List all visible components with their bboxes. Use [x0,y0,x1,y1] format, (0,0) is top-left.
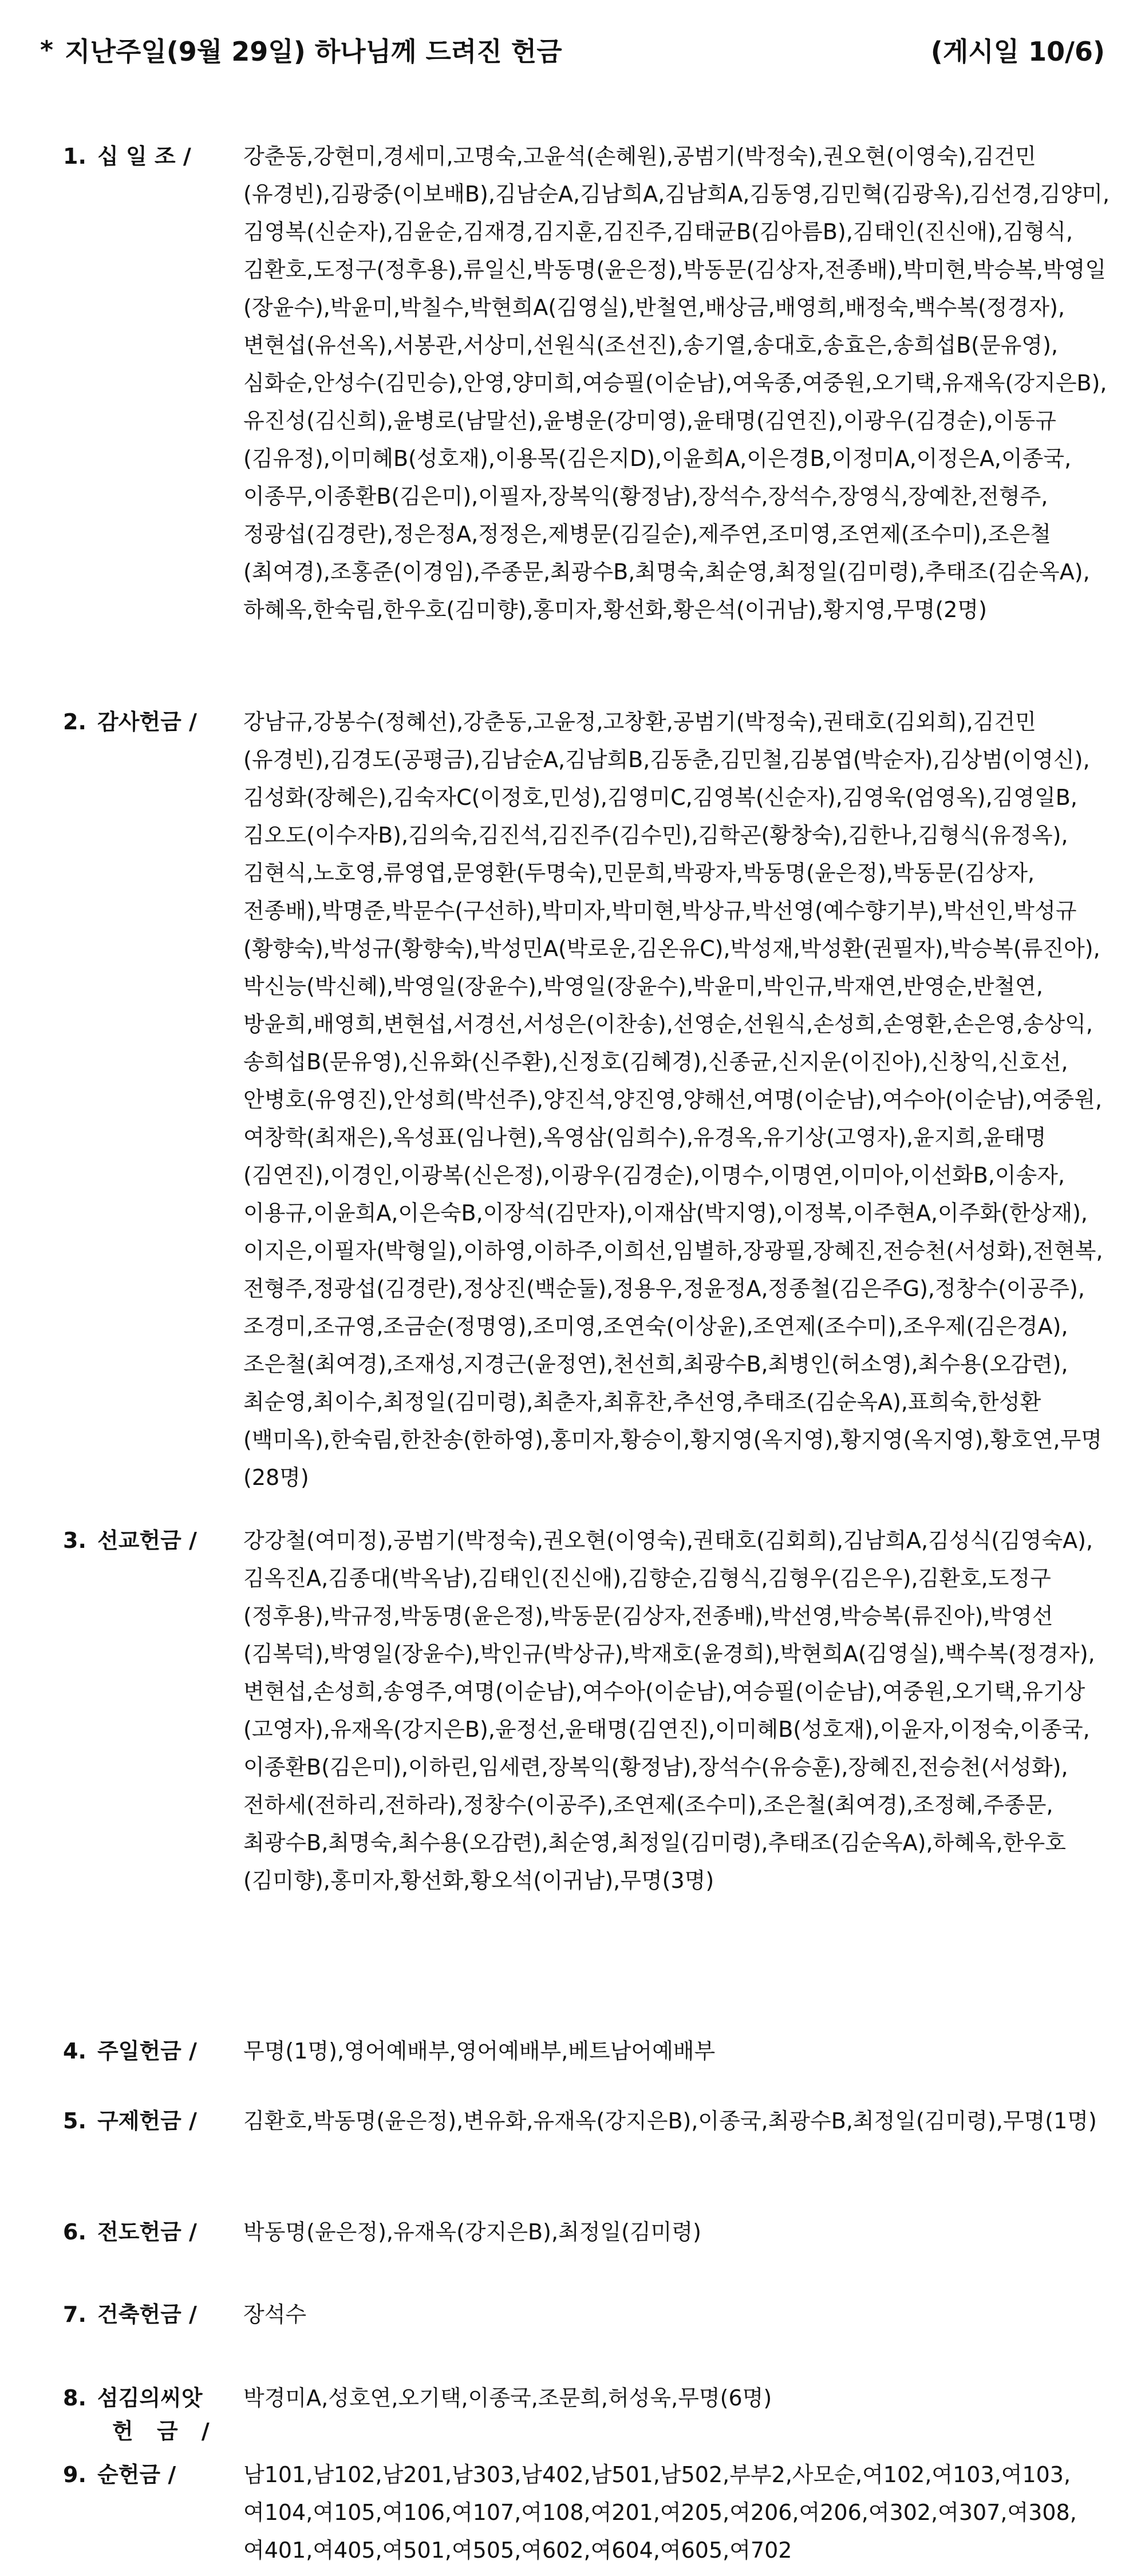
section-number: 8. [63,2385,86,2411]
section-group-offering [63,2456,1111,2569]
section-title: 순헌금 / [97,2462,176,2487]
section-label [63,703,243,1496]
section-serving-seed [63,2381,1111,2448]
section-evangelism [63,2213,1111,2251]
section-sunday [63,2032,1111,2070]
donor-list: 박동명(윤은정),유재옥(강지은B),최정일(김미령) [243,2219,701,2245]
section-title: 주일헌금 / [97,2038,197,2064]
section-title: 십 일 조 / [97,144,191,169]
section-tithe [63,137,1111,629]
section-title: 구제헌금 / [97,2108,197,2134]
section-number: 9. [63,2462,86,2487]
header-left [40,31,562,69]
donor-list: 장석수 [243,2302,307,2327]
section-title: 선교헌금 / [97,1528,197,1553]
donor-list: 박경미A,성호연,오기택,이종국,조문희,허성욱,무명(6명) [243,2385,772,2411]
section-building [63,2296,1111,2333]
section-number: 1. [63,144,86,169]
section-number: 5. [63,2108,86,2134]
document-header [40,30,1105,70]
section-number: 4. [63,2038,86,2064]
section-title: 섬김의씨앗 [97,2385,203,2411]
section-label [63,1522,243,1899]
section-label [63,2456,243,2569]
donor-list: 무명(1명),영어예배부,영어예배부,베트남어예배부 [243,2038,716,2064]
section-label [63,137,243,629]
section-number: 2. [63,709,86,734]
donor-list: 강남규,강봉수(정혜선),강춘동,고윤정,고창환,공범기(박정숙),권태호(김외희),김건민(유경빈),김경도(공평금),김남순A,김남희B,김동춘,김민철,김봉엽(박순자),김상범(이영신),김성화(장혜은),김숙자C(이정호,민성),김영미C,김영복(신순자),김영욱(엄영옥),김영일B,김오도(이수자B),김의숙,김진석,김진주(김수민),김학곤(황창숙),김한나,김형식(유정옥),김현식,노호영,류영엽,문영환(두명숙),민문희,박광자,박동명(윤은정),박동문(김상자,전종배),박명준,박문수(구선하),박미자,박미현,박상규,박선영(예수향기부),박선인,박성규(황향숙),박성규(황향숙),박성민A(박로운,김온유C),박성재,박성환(권필자),박승복(류진아),박신능(박신혜),박영일(장윤수),박영일(장윤수),박윤미,박인규,박재연,반영순,반철연,방윤희,배영희,변현섭,서경선,서성은(이찬송),선영순,선원식,손성희,손영환,손은영,송상익,송희섭B(문유영),신유화(신주환),신정호(김혜경),신종균,신지운(이진아),신창익,신호선,안병호(유영진),안성희(박선주),양진석,양진영,양해선,여명(이순남),여수아(이순남),여중원,여창학(최재은),옥성표(임나현),옥영삼(임희수),유경옥,유기상(고영자),윤지희,윤태명(김연진),이경인,이광복(신은정),이광우(김경순),이명수,이명연,이미아,이선화B,이송자,이용규,이윤희A,이은숙B,이장석(김만자),이재삼(박지영),이정복,이주현A,이주화(한상재),이지은,이필자(박형일),이하영,이하주,이희선,임별하,장광필,장혜진,전승천(서성화),전현복,전형주,정광섭(김경란),정상진(백순둘),정용우,정윤정A,정종철(김은주G),정창수(이공주),조경미,조규영,조금순(정명영),조미영,조연숙(이상윤),조연제(조수미),조우제(김은경A),조은철(최여경),조재성,지경근(윤정연),천선희,최광수B,최병인(허소영),최수용(오감련),최순영,최이수,최정일(김미령),최춘자,최휴찬,추선영,추태조(김순옥A),표희숙,한성환(백미옥),한숙림,한찬송(한하영),홍미자,황승이,황지영(옥지영),황지영(옥지영),황호연,무명(28명) [243,709,1103,1490]
donor-list: 김환호,박동명(윤은정),변유화,유재옥(강지은B),이종국,최광수B,최정일(김미령),무명(1명) [243,2108,1097,2134]
section-number: 6. [63,2219,86,2245]
section-title: 감사헌금 / [97,709,197,734]
donor-list: 강강철(여미정),공범기(박정숙),권오현(이영숙),권태호(김회희),김남희A,김성식(김영숙A),김옥진A,김종대(박옥남),김태인(진신애),김향순,김형식,김형우(김은우),김환호,도정구(정후용),박규정,박동명(윤은정),박동문(김상자,전종배),박선영,박승복(류진아),박영선(김복덕),박영일(장윤수),박인규(박상규),박재호(윤경희),박현희A(김영실),백수복(정경자),변현섭,손성희,송영주,여명(이순남),여수아(이순남),여승필(이순남),여중원,오기택,유기상(고영자),유재옥(강지은B),윤정선,윤태명(김연진),이미혜B(성호재),이윤자,이정숙,이종국,이종환B(김은미),이하린,임세련,장복익(황정남),장석수(유승훈),장혜진,전승천(서성화),전하세(전하리,전하라),정창수(이공주),조연제(조수미),조은철(최여경),조정혜,주종문,최광수B,최명숙,최수용(오감련),최순영,최정일(김미령),추태조(김순옥A),하혜옥,한우호(김미향),홍미자,황선화,황오석(이귀남),무명(3명) [243,1528,1095,1893]
section-label [63,2381,243,2448]
section-thanksgiving [63,703,1111,1496]
donor-list: 강춘동,강현미,경세미,고명숙,고윤석(손혜원),공범기(박정숙),권오현(이영숙),김건민(유경빈),김광중(이보배B),김남순A,김남희A,김남희A,김동영,김민혁(김광옥),김선경,김양미,김영복(신순자),김윤순,김재경,김지훈,김진주,김태균B(김아름B),김태인(진신애),김형식,김환호,도정구(정후용),류일신,박동명(윤은정),박동문(김상자,전종배),박미현,박승복,박영일(장윤수),박윤미,박칠수,박현희A(김영실),반철연,배상금,배영희,배정숙,백수복(정경자),변현섭(유선옥),서봉관,서상미,선원식(조선진),송기열,송대호,송효은,송희섭B(문유영),심화순,안성수(김민승),안영,양미희,여승필(이순남),여욱종,여중원,오기택,유재옥(강지은B),유진성(김신희),윤병로(남말선),윤병운(강미영),윤태명(김연진),이광우(김경순),이동규(김유정),이미혜B(성호재),이용목(김은지D),이윤희A,이은경B,이정미A,이정은A,이종국,이종무,이종환B(김은미),이필자,장복익(황정남),장석수,장석수,장영식,장예찬,전형주,정광섭(김경란),정은정A,정정은,제병문(김길순),제주연,조미영,조연제(조수미),조은철(최여경),조홍준(이경임),주종문,최광수B,최명숙,최순영,최정일(김미령),추태조(김순옥A),하혜옥,한숙림,한우호(김미향),홍미자,황선화,황은석(이귀남),황지영,무명(2명) [243,144,1110,622]
section-label [63,2213,243,2251]
group-list: 남101,남102,남201,남303,남402,남501,남502,부부2,사모순,여102,여103,여103,여104,여105,여106,여107,여108,여201,여205,여206,여206,여302,여307,여308,여401,여405,여501,여505,여602,여604,여605,여702 [243,2462,1077,2563]
section-label [63,2296,243,2333]
section-mission [63,1522,1111,1899]
section-title: 건축헌금 / [97,2302,197,2327]
section-number: 7. [63,2302,86,2327]
document-title: 지난주일(9월 29일) 하나님께 드려진 헌금 [65,36,562,67]
section-label [63,2032,243,2070]
posted-date: (게시일 10/6) [930,36,1105,67]
section-relief [63,2102,1111,2140]
asterisk-bullet: * [40,35,54,65]
section-label [63,2102,243,2140]
section-title-line2: 헌 금 / [112,2419,218,2444]
section-title: 전도헌금 / [97,2219,197,2245]
section-number: 3. [63,1528,86,1553]
